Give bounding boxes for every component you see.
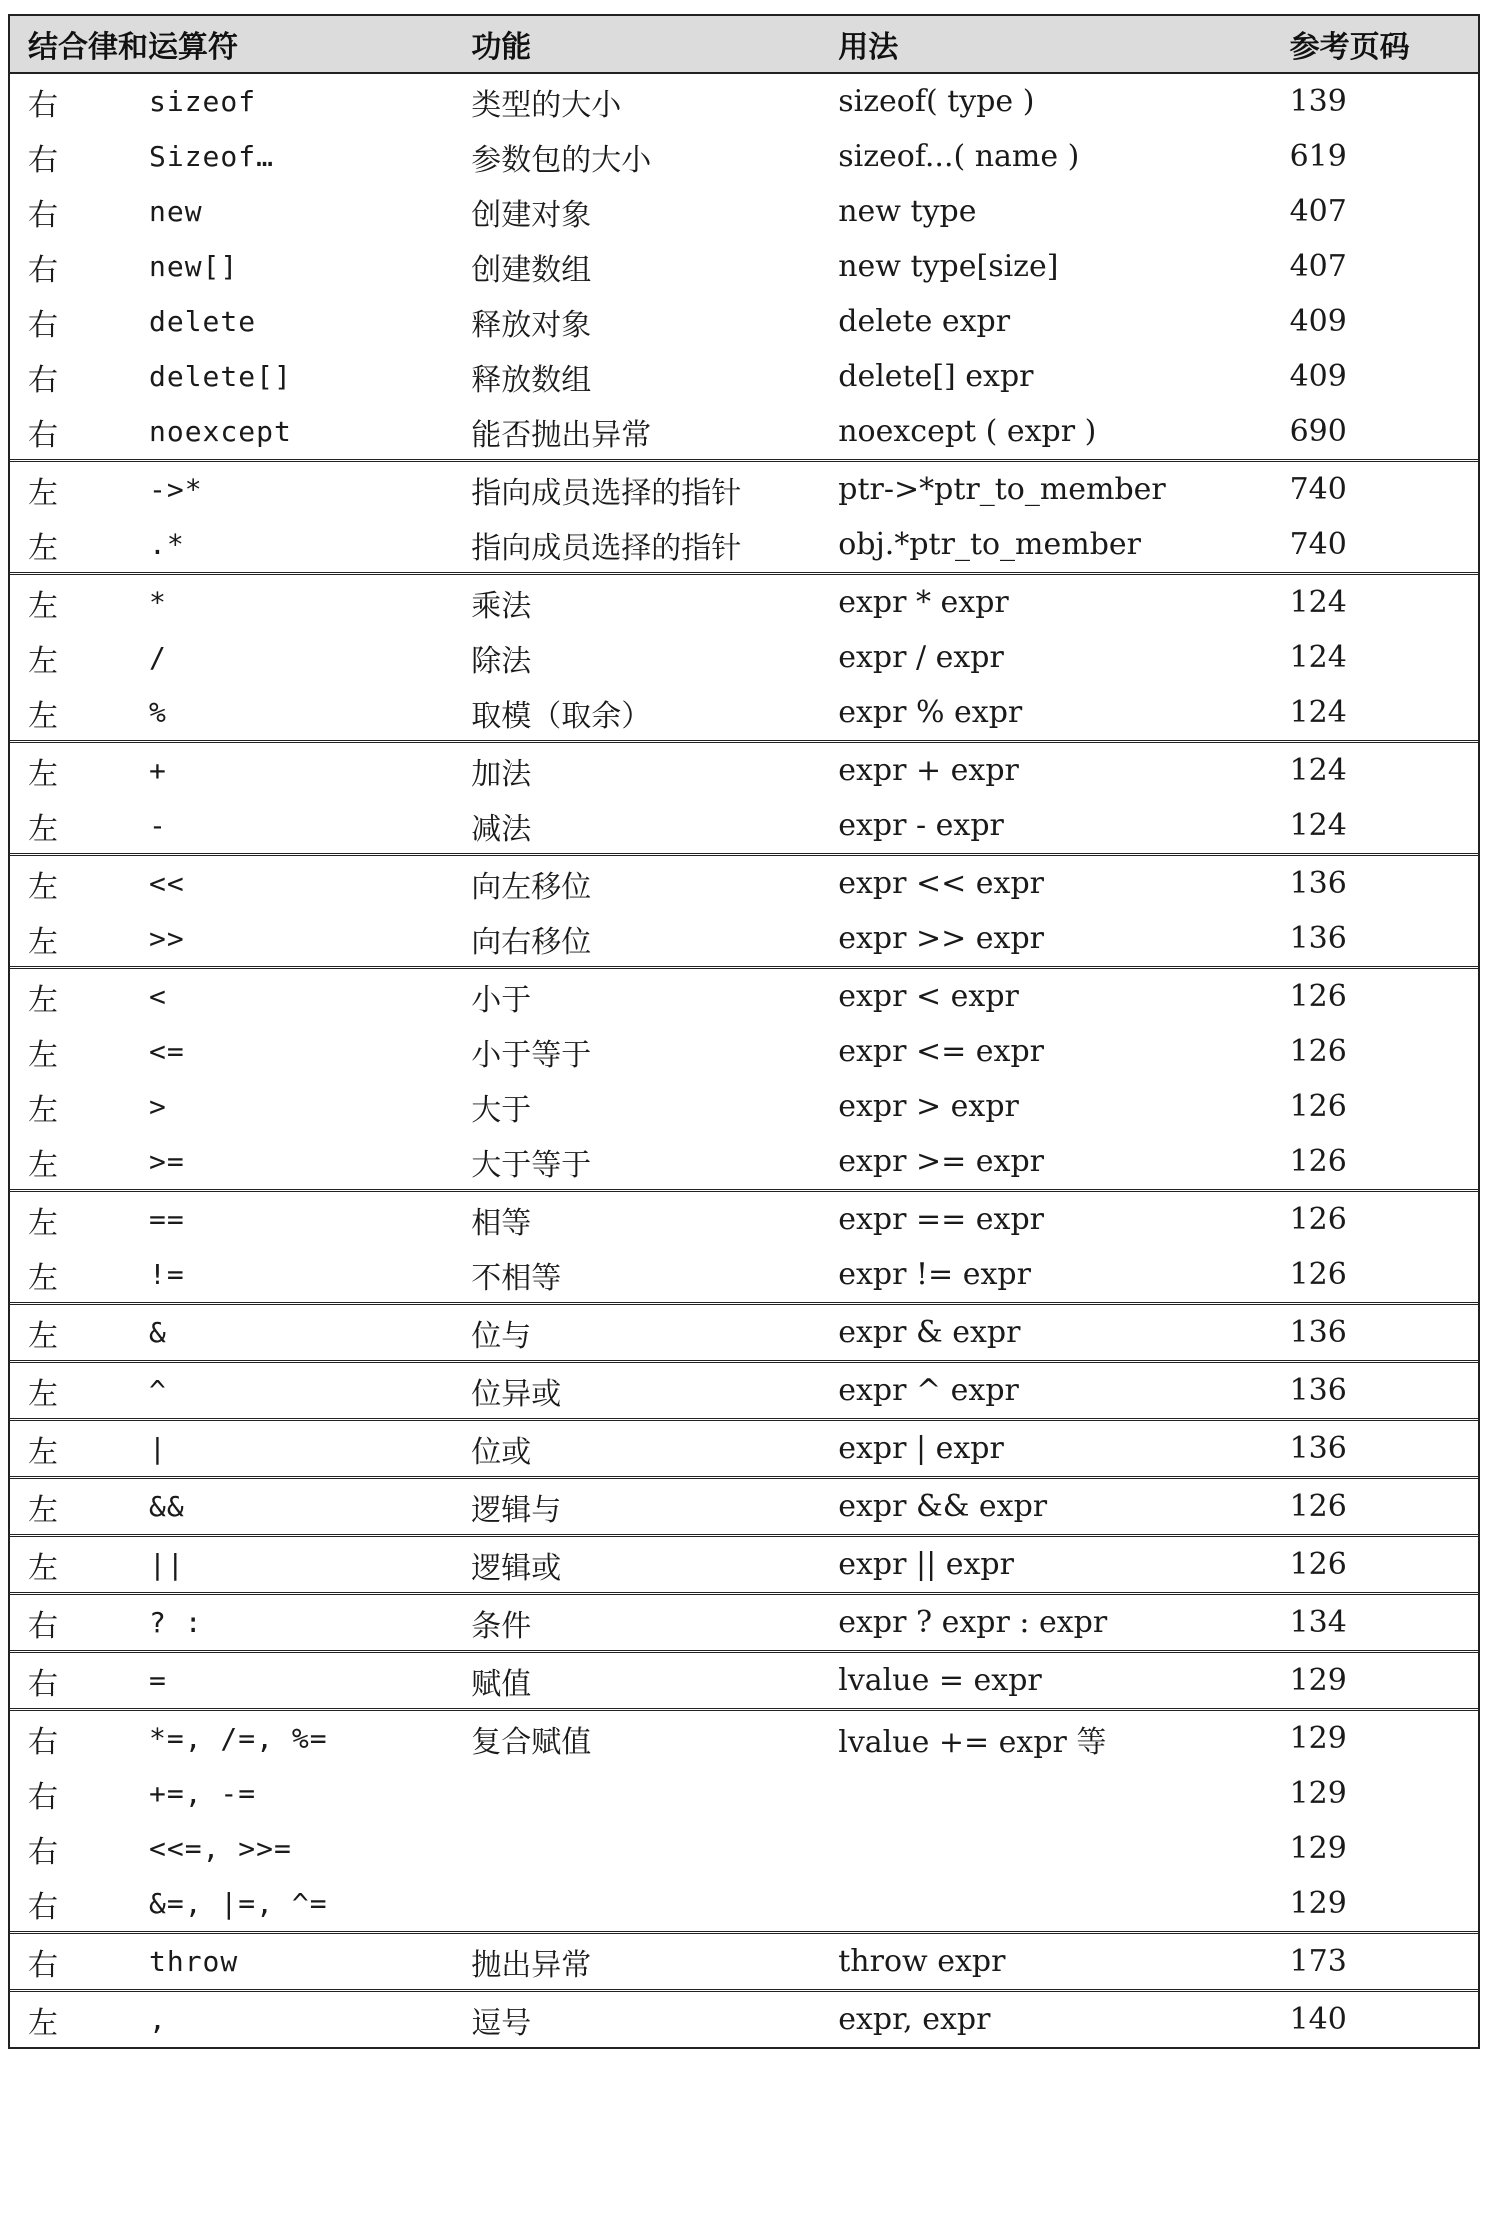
assoc-cell: 右 xyxy=(28,87,58,123)
page-cell: 126 xyxy=(1289,1202,1347,1237)
assoc-cell: 左 xyxy=(28,1492,58,1528)
table-row xyxy=(10,911,1478,966)
assoc-cell: 左 xyxy=(28,1205,58,1241)
operator-cell: .* xyxy=(148,528,185,561)
usage-cell: expr, expr xyxy=(838,2002,991,2037)
usage-cell: sizeof...( name ) xyxy=(838,139,1080,174)
operator-cell: * xyxy=(148,586,167,619)
function-cell: 创建数组 xyxy=(471,252,592,288)
table-row xyxy=(10,74,1478,129)
operator-group xyxy=(10,1653,1478,1711)
table-row xyxy=(10,856,1478,911)
usage-cell: expr ? expr : expr xyxy=(838,1605,1108,1640)
table-row xyxy=(10,349,1478,404)
usage-cell: expr | expr xyxy=(838,1431,1004,1466)
usage-cell: expr - expr xyxy=(838,808,1004,843)
operator-cell: *=, /=, %= xyxy=(148,1722,328,1755)
usage-cell: noexcept ( expr ) xyxy=(838,414,1097,449)
table-row xyxy=(10,1653,1478,1708)
usage-cell: expr <= expr xyxy=(838,1034,1045,1069)
page-cell: 409 xyxy=(1289,304,1347,339)
function-cell: 位异或 xyxy=(471,1376,562,1412)
page-cell: 124 xyxy=(1289,640,1347,675)
usage-cell: expr + expr xyxy=(838,753,1019,788)
assoc-cell: 右 xyxy=(28,307,58,343)
assoc-cell: 左 xyxy=(28,869,58,905)
function-cell: 不相等 xyxy=(471,1260,562,1296)
operator-group xyxy=(10,1192,1478,1305)
function-cell: 向右移位 xyxy=(471,924,592,960)
usage-cell: expr & expr xyxy=(838,1315,1021,1350)
page-cell: 407 xyxy=(1289,249,1347,284)
table-header xyxy=(10,16,1478,74)
function-cell: 逻辑与 xyxy=(471,1492,562,1528)
table-row xyxy=(10,798,1478,853)
operator-group xyxy=(10,1992,1478,2049)
operator-cell: > xyxy=(148,1090,167,1123)
assoc-cell: 左 xyxy=(28,588,58,624)
operator-cell: - xyxy=(148,809,167,842)
table-row xyxy=(10,1711,1478,1766)
usage-cell: expr > expr xyxy=(838,1089,1019,1124)
table-row xyxy=(10,1079,1478,1134)
table-row xyxy=(10,575,1478,630)
function-cell: 指向成员选择的指针 xyxy=(471,530,742,566)
usage-cell: lvalue += expr 等 xyxy=(838,1724,1107,1760)
operator-cell: ? : xyxy=(148,1606,203,1639)
operator-cell: ->* xyxy=(148,473,203,506)
operator-group xyxy=(10,1305,1478,1363)
usage-cell: sizeof( type ) xyxy=(838,84,1035,119)
header-function: 功能 xyxy=(471,30,532,65)
operator-group xyxy=(10,969,1478,1192)
usage-cell: throw expr xyxy=(838,1944,1006,1979)
table-row xyxy=(10,1134,1478,1189)
function-cell: 指向成员选择的指针 xyxy=(471,475,742,511)
assoc-cell: 右 xyxy=(28,417,58,453)
assoc-cell: 右 xyxy=(28,1666,58,1702)
operator-cell: && xyxy=(148,1490,185,1523)
assoc-cell: 右 xyxy=(28,1889,58,1925)
table-row xyxy=(10,1595,1478,1650)
operator-cell: || xyxy=(148,1548,185,1581)
table-row xyxy=(10,129,1478,184)
operator-cell: , xyxy=(148,2003,167,2036)
operator-cell: >> xyxy=(148,922,185,955)
assoc-cell: 左 xyxy=(28,643,58,679)
table-row xyxy=(10,630,1478,685)
operator-cell: new xyxy=(148,195,203,228)
operator-cell: & xyxy=(148,1316,167,1349)
operator-cell: | xyxy=(148,1432,167,1465)
page-cell: 139 xyxy=(1289,84,1347,119)
assoc-cell: 右 xyxy=(28,362,58,398)
function-cell: 大于 xyxy=(471,1092,532,1128)
function-cell: 参数包的大小 xyxy=(471,142,652,178)
table-row xyxy=(10,1766,1478,1821)
assoc-cell: 右 xyxy=(28,252,58,288)
operator-group xyxy=(10,1595,1478,1653)
function-cell: 小于等于 xyxy=(471,1037,592,1073)
operator-group xyxy=(10,74,1478,462)
table-row xyxy=(10,1821,1478,1876)
page-cell: 129 xyxy=(1289,1776,1347,1811)
assoc-cell: 左 xyxy=(28,475,58,511)
assoc-cell: 左 xyxy=(28,1037,58,1073)
table-row xyxy=(10,1934,1478,1989)
function-cell: 释放对象 xyxy=(471,307,592,343)
page-cell: 126 xyxy=(1289,1489,1347,1524)
table-row xyxy=(10,294,1478,349)
assoc-cell: 左 xyxy=(28,756,58,792)
table-row xyxy=(10,404,1478,459)
page-cell: 136 xyxy=(1289,1431,1347,1466)
table-row xyxy=(10,184,1478,239)
operator-cell: &=, |=, ^= xyxy=(148,1887,328,1920)
page-cell: 409 xyxy=(1289,359,1347,394)
assoc-cell: 右 xyxy=(28,1608,58,1644)
function-cell: 小于 xyxy=(471,982,532,1018)
assoc-cell: 右 xyxy=(28,1947,58,1983)
page-cell: 126 xyxy=(1289,1144,1347,1179)
operator-cell: <<=, >>= xyxy=(148,1832,292,1865)
table-row xyxy=(10,462,1478,517)
function-cell: 位与 xyxy=(471,1318,532,1354)
table-row xyxy=(10,685,1478,740)
page-cell: 129 xyxy=(1289,1831,1347,1866)
operator-group xyxy=(10,856,1478,969)
operator-cell: throw xyxy=(148,1945,239,1978)
usage-cell: expr || expr xyxy=(838,1547,1014,1582)
assoc-cell: 左 xyxy=(28,924,58,960)
operator-group xyxy=(10,1363,1478,1421)
page-cell: 407 xyxy=(1289,194,1347,229)
page-cell: 129 xyxy=(1289,1721,1347,1756)
table-row xyxy=(10,1537,1478,1592)
usage-cell: expr < expr xyxy=(838,979,1019,1014)
operator-group xyxy=(10,1421,1478,1479)
table-row xyxy=(10,239,1478,294)
table-row xyxy=(10,1247,1478,1302)
table-row xyxy=(10,969,1478,1024)
operator-group xyxy=(10,1537,1478,1595)
page-cell: 173 xyxy=(1289,1944,1347,1979)
page-cell: 124 xyxy=(1289,695,1347,730)
assoc-cell: 右 xyxy=(28,1724,58,1760)
function-cell: 除法 xyxy=(471,643,532,679)
assoc-cell: 左 xyxy=(28,1318,58,1354)
usage-cell: expr << expr xyxy=(838,866,1045,901)
page-cell: 124 xyxy=(1289,808,1347,843)
usage-cell: delete[] expr xyxy=(838,359,1034,394)
function-cell: 创建对象 xyxy=(471,197,592,233)
operator-cell: sizeof xyxy=(148,85,257,118)
operator-cell: = xyxy=(148,1664,167,1697)
assoc-cell: 左 xyxy=(28,2005,58,2041)
assoc-cell: 左 xyxy=(28,1376,58,1412)
assoc-cell: 右 xyxy=(28,197,58,233)
function-cell: 大于等于 xyxy=(471,1147,592,1183)
function-cell: 乘法 xyxy=(471,588,532,624)
function-cell: 复合赋值 xyxy=(471,1724,592,1760)
usage-cell: expr / expr xyxy=(838,640,1004,675)
operator-cell: == xyxy=(148,1203,185,1236)
page-cell: 619 xyxy=(1289,139,1347,174)
operator-group xyxy=(10,1711,1478,1934)
operator-group xyxy=(10,1934,1478,1992)
operator-cell: + xyxy=(148,754,167,787)
function-cell: 位或 xyxy=(471,1434,532,1470)
usage-cell: expr == expr xyxy=(838,1202,1045,1237)
usage-cell: new type xyxy=(838,194,977,229)
header-usage: 用法 xyxy=(838,30,899,65)
usage-cell: expr % expr xyxy=(838,695,1023,730)
table-row xyxy=(10,743,1478,798)
header-page: 参考页码 xyxy=(1289,30,1410,65)
operator-cell: != xyxy=(148,1258,185,1291)
page-cell: 134 xyxy=(1289,1605,1347,1640)
page-cell: 740 xyxy=(1289,527,1347,562)
page-cell: 129 xyxy=(1289,1886,1347,1921)
table-row xyxy=(10,1992,1478,2047)
table-row xyxy=(10,1876,1478,1931)
function-cell: 类型的大小 xyxy=(471,87,622,123)
function-cell: 能否抛出异常 xyxy=(471,417,652,453)
assoc-cell: 左 xyxy=(28,1434,58,1470)
table-body xyxy=(10,74,1478,2049)
function-cell: 减法 xyxy=(471,811,532,847)
operator-group xyxy=(10,1479,1478,1537)
usage-cell: lvalue = expr xyxy=(838,1663,1042,1698)
header-assoc-op: 结合律和运算符 xyxy=(28,30,238,65)
operator-cell: <= xyxy=(148,1035,185,1068)
table-row xyxy=(10,1192,1478,1247)
page-cell: 136 xyxy=(1289,866,1347,901)
operator-cell: Sizeof… xyxy=(148,140,274,173)
page-cell: 136 xyxy=(1289,921,1347,956)
assoc-cell: 右 xyxy=(28,1834,58,1870)
assoc-cell: 右 xyxy=(28,1779,58,1815)
function-cell: 释放数组 xyxy=(471,362,592,398)
table-row xyxy=(10,517,1478,572)
operator-cell: delete xyxy=(148,305,257,338)
table-row xyxy=(10,1305,1478,1360)
usage-cell: delete expr xyxy=(838,304,1011,339)
usage-cell: expr != expr xyxy=(838,1257,1031,1292)
function-cell: 抛出异常 xyxy=(471,1947,592,1983)
assoc-cell: 左 xyxy=(28,982,58,1018)
page-cell: 140 xyxy=(1289,2002,1347,2037)
function-cell: 向左移位 xyxy=(471,869,592,905)
usage-cell: obj.*ptr_to_member xyxy=(838,527,1142,562)
operator-table xyxy=(8,14,1480,2049)
operator-group xyxy=(10,575,1478,743)
assoc-cell: 左 xyxy=(28,530,58,566)
assoc-cell: 左 xyxy=(28,1092,58,1128)
page-cell: 126 xyxy=(1289,1547,1347,1582)
function-cell: 相等 xyxy=(471,1205,532,1241)
page-cell: 126 xyxy=(1289,1257,1347,1292)
assoc-cell: 左 xyxy=(28,1550,58,1586)
function-cell: 加法 xyxy=(471,756,532,792)
table-row xyxy=(10,1363,1478,1418)
function-cell: 赋值 xyxy=(471,1666,532,1702)
usage-cell: expr ^ expr xyxy=(838,1373,1019,1408)
page-cell: 124 xyxy=(1289,753,1347,788)
operator-cell: delete[] xyxy=(148,360,292,393)
page-cell: 740 xyxy=(1289,472,1347,507)
page-cell: 136 xyxy=(1289,1373,1347,1408)
operator-group xyxy=(10,462,1478,575)
operator-cell: noexcept xyxy=(148,415,292,448)
usage-cell: expr >= expr xyxy=(838,1144,1045,1179)
page-cell: 129 xyxy=(1289,1663,1347,1698)
page-cell: 126 xyxy=(1289,1089,1347,1124)
function-cell: 取模（取余） xyxy=(471,698,652,734)
usage-cell: ptr->*ptr_to_member xyxy=(838,472,1166,507)
function-cell: 逗号 xyxy=(471,2005,532,2041)
page-cell: 124 xyxy=(1289,585,1347,620)
usage-cell: expr * expr xyxy=(838,585,1009,620)
table-row xyxy=(10,1024,1478,1079)
usage-cell: expr >> expr xyxy=(838,921,1045,956)
assoc-cell: 左 xyxy=(28,1147,58,1183)
assoc-cell: 左 xyxy=(28,811,58,847)
operator-cell: << xyxy=(148,867,185,900)
usage-cell: expr && expr xyxy=(838,1489,1048,1524)
operator-cell: < xyxy=(148,980,167,1013)
function-cell: 逻辑或 xyxy=(471,1550,562,1586)
operator-cell: ^ xyxy=(148,1374,167,1407)
operator-cell: +=, -= xyxy=(148,1777,257,1810)
table-row xyxy=(10,1421,1478,1476)
operator-cell: >= xyxy=(148,1145,185,1178)
operator-cell: new[] xyxy=(148,250,239,283)
usage-cell: new type[size] xyxy=(838,249,1059,284)
table-row xyxy=(10,1479,1478,1534)
operator-group xyxy=(10,743,1478,856)
page-cell: 126 xyxy=(1289,1034,1347,1069)
function-cell: 条件 xyxy=(471,1608,532,1644)
assoc-cell: 左 xyxy=(28,1260,58,1296)
page-cell: 126 xyxy=(1289,979,1347,1014)
assoc-cell: 右 xyxy=(28,142,58,178)
page-cell: 136 xyxy=(1289,1315,1347,1350)
operator-cell: % xyxy=(148,696,167,729)
operator-cell: / xyxy=(148,641,167,674)
page-cell: 690 xyxy=(1289,414,1347,449)
assoc-cell: 左 xyxy=(28,698,58,734)
